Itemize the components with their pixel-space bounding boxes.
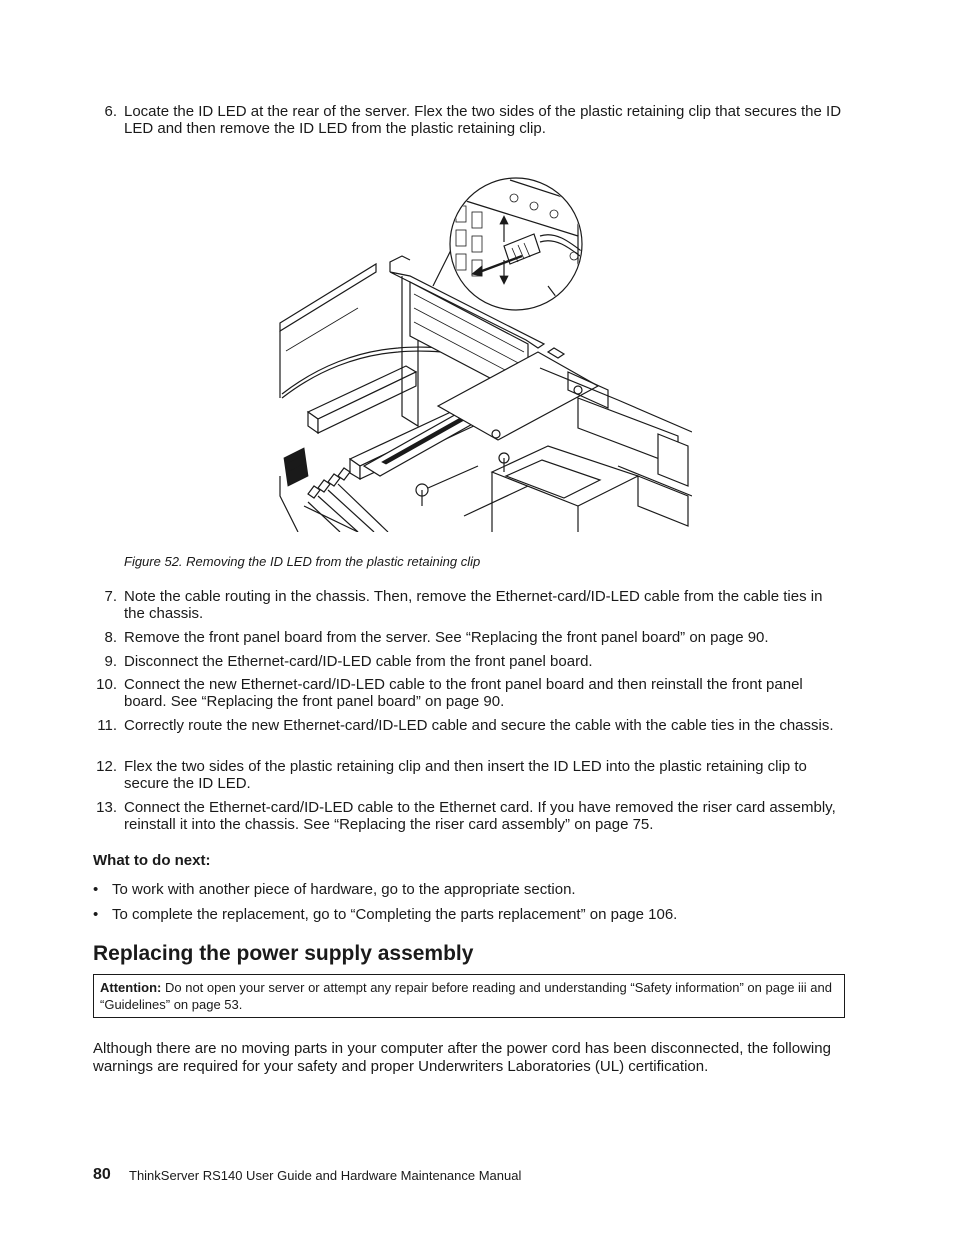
bullet-icon: • (93, 881, 99, 898)
step-text: Connect the Ethernet-card/ID-LED cable to the Ethernet card. If you have removed the riser card assembly, reinstall it into the chassis. See “Replacing the riser card assembly” on page 75. (124, 799, 836, 833)
step-number: 10. (96, 676, 117, 693)
bullet-icon: • (93, 906, 99, 923)
step-number: 11. (97, 717, 117, 734)
step-number: 6. (104, 103, 117, 120)
step-number: 8. (104, 629, 117, 646)
section-paragraph: Although there are no moving parts in your computer after the power cord has been disconnected, the following warnings are required for your safety and proper Underwriters Laboratories (UL) certification. (93, 1040, 831, 1075)
step-text: Correctly route the new Ethernet-card/ID-LED cable and secure the cable with the cable ties in the chassis. (124, 717, 834, 734)
attention-label: Attention: (100, 980, 162, 995)
step-text: Locate the ID LED at the rear of the server. Flex the two sides of the plastic retaining clip that secures the ID LED and then remove the ID LED from the plastic retaining clip. (124, 103, 842, 137)
id-led-removal-illustration (278, 176, 692, 532)
step-number: 7. (104, 588, 117, 605)
step-number: 9. (104, 653, 117, 670)
step-text: Flex the two sides of the plastic retaining clip and then insert the ID LED into the plastic retaining clip to secure the ID LED. (124, 758, 807, 792)
attention-text: Do not open your server or attempt any repair before reading and understanding “Safety information” on page iii and “Guidelines” on page 53. (100, 980, 832, 1012)
step-number: 12. (96, 758, 117, 775)
bullet-text: To complete the replacement, go to “Completing the parts replacement” on page 106. (112, 906, 678, 923)
step-number: 13. (96, 799, 117, 816)
what-to-do-next-heading: What to do next: (93, 852, 211, 869)
footer-title: ThinkServer RS140 User Guide and Hardware Maintenance Manual (129, 1168, 522, 1183)
page-number: 80 (93, 1166, 111, 1183)
step-text: Remove the front panel board from the server. See “Replacing the front panel board” on page 90. (124, 629, 769, 646)
bullet-text: To work with another piece of hardware, go to the appropriate section. (112, 881, 576, 898)
attention-notice (93, 974, 845, 1018)
step-text: Connect the new Ethernet-card/ID-LED cable to the front panel board and then reinstall the front panel board. See “Replacing the front panel board” on page 90. (124, 676, 803, 710)
figure-caption: Figure 52. Removing the ID LED from the plastic retaining clip (124, 554, 481, 569)
section-title: Replacing the power supply assembly (93, 942, 474, 965)
step-text: Disconnect the Ethernet-card/ID-LED cable from the front panel board. (124, 653, 593, 670)
step-text: Note the cable routing in the chassis. Then, remove the Ethernet-card/ID-LED cable from the cable ties in the chassis. (124, 588, 823, 622)
